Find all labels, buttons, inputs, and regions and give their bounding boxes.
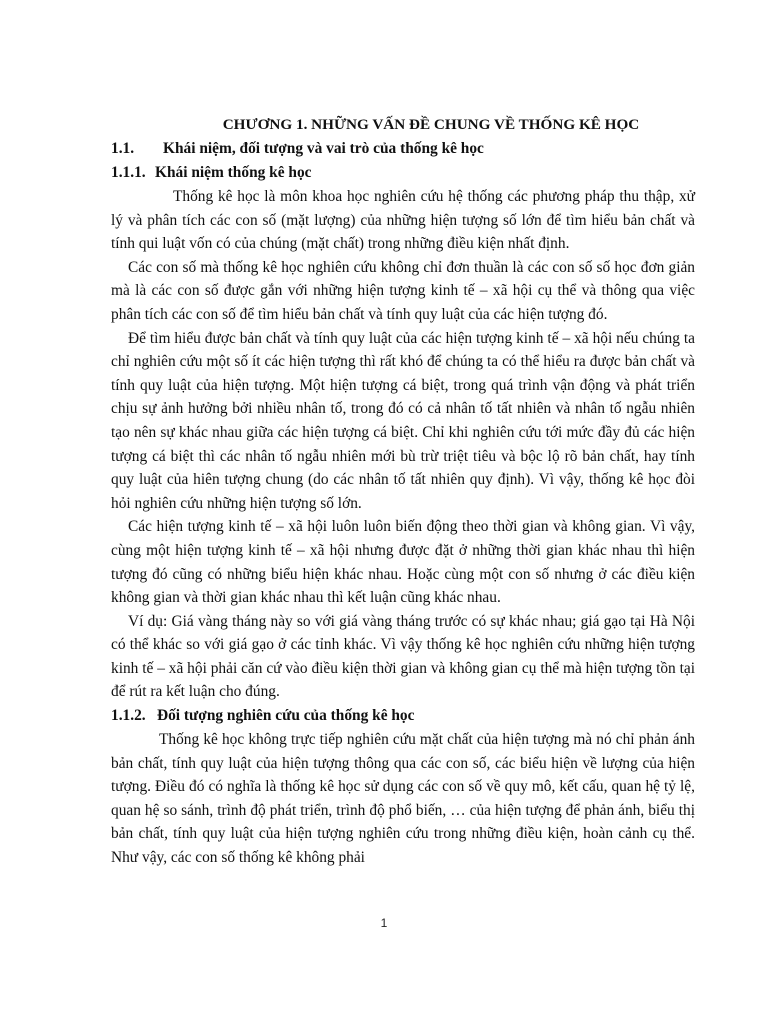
section-title: Khái niệm thống kê học: [155, 164, 312, 181]
paragraph: Ví dụ: Giá vàng tháng này so với giá vàng tháng trước có sự khác nhau; giá gạo tại Hà Nội có thể khác so với giá gạo ở các tỉnh khác. Vì vậy thống kê học nghiên cứu những hiện tượng kinh tế – xã hội phải căn cứ vào điều kiện thời gian và không gian cụ thể mà hiện tượng tồn tại để rút ra kết luận cho đúng.: [111, 612, 695, 701]
section-number: 1.1.2.: [111, 707, 146, 725]
paragraph: Để tìm hiểu được bản chất và tính quy luật của các hiện tượng kinh tế – xã hội nếu chúng ta chỉ nghiên cứu một số ít các hiện tượng thì rất khó để chúng ta có thể hiểu ra được bản chất và tính quy luật của hiện tượng. Một hiện tượng cá biệt, trong quá trình vận động và phát triển chịu sự ảnh hưởng bởi nhiều nhân tố, trong đó có cả nhân tố tất nhiên và nhân tố ngẫu nhiên tạo nên sự khác nhau giữa các hiện tượng cá biệt. Chỉ khi nghiên cứu tới mức đầy đủ các hiện tượng cá biệt thì các nhân tố ngẫu nhiên mới bù trừ triệt tiêu và bộc lộ rõ bản chất, hay tính quy luật của hiên tượng chung (do các nhân tố tất nhiên quy định). Vì vậy, thống kê học đòi hỏi nghiên cứu những hiện tượng số lớn.: [111, 329, 695, 512]
paragraph: Thống kê học không trực tiếp nghiên cứu mặt chất của hiện tượng mà nó chỉ phản ánh bản chất, tính quy luật của hiện tượng thông qua các con số, các biểu hiện về lượng của hiện tượng. Điều đó có nghĩa là thống kê học sử dụng các con số về quy mô, kết cấu, quan hệ tỷ lệ, quan hệ so sánh, trình độ phát triển, trình độ phổ biến, … của hiện tượng để phản ánh, biểu thị bản chất, tính quy luật của hiện tượng nghiên cứu trong những điều kiện, hoàn cảnh cụ thể. Như vậy, các con số thống kê không phải: [111, 731, 695, 867]
chapter-title: CHƯƠNG 1. NHỮNG VẤN ĐỀ CHUNG VỀ THỐNG KÊ HỌC: [222, 116, 640, 133]
section-title: Khái niệm, đối tượng và vai trò của thống kê học: [163, 140, 484, 157]
page-content: [111, 113, 695, 870]
section-title: Đối tượng nghiên cứu của thống kê học: [157, 707, 415, 725]
page-number: 1: [380, 916, 388, 930]
section-heading-1-1: [111, 137, 695, 161]
paragraph: Thống kê học là môn khoa học nghiên cứu hệ thống các phương pháp thu thập, xử lý và phân tích các con số (mặt lượng) của những hiện tượng số lớn để tìm hiểu bản chất và tính qui luật vốn có của chúng (mặt chất) trong những điều kiện nhất định.: [111, 188, 695, 253]
section-number: 1.1.: [111, 140, 135, 157]
section-heading-1-1-2: [111, 704, 695, 728]
section-heading-1-1-1: [111, 161, 695, 185]
section-number: 1.1.1.: [111, 164, 146, 181]
paragraph: Các hiện tượng kinh tế – xã hội luôn luôn biến động theo thời gian và không gian. Vì vậy, cùng một hiện tượng kinh tế – xã hội nhưng được đặt ở những thời gian khác nhau thì hiện tượng đó cũng có những biểu hiện khác nhau. Hoặc cùng một con số nhưng ở các điều kiện không gian và thời gian khác nhau thì kết luận cũng khác nhau.: [111, 518, 695, 607]
paragraph: Các con số mà thống kê học nghiên cứu không chỉ đơn thuần là các con số số học đơn giản mà là các con số được gắn với những hiện tượng kinh tế – xã hội cụ thể và thông qua việc phân tích các con số để tìm hiểu bản chất và tính quy luật của các hiện tượng đó.: [111, 258, 695, 323]
